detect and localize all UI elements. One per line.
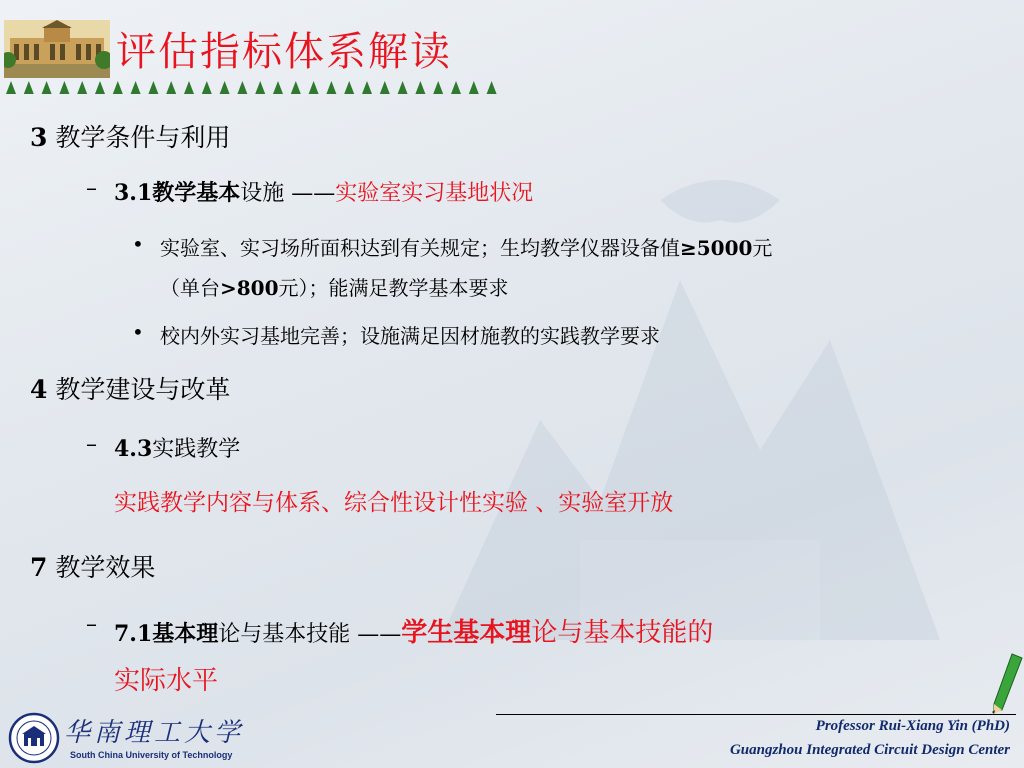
subsection-7-1-highlight: 实际水平 [114, 666, 219, 696]
university-name-cn: 华南理工大学 [64, 718, 245, 748]
section-number: 4 [30, 375, 48, 404]
university-emblem-icon [8, 712, 60, 764]
text-part: （单台 [160, 276, 220, 300]
highlight-text: 论与基本技能的 [531, 618, 714, 648]
section-4-heading [30, 370, 230, 406]
bullet-text: 校内外实习基地完善；设施满足因材施教的实践教学要求 [160, 324, 660, 348]
subsection-text [114, 612, 713, 649]
subsection-number: 7.1 [114, 621, 153, 647]
subsection-normal-text: 论与基本技能 [218, 622, 358, 647]
em-dash: —— [357, 622, 402, 647]
text-number: ≥5000 [680, 236, 753, 260]
subsection-text [114, 176, 533, 207]
subsection-number: 4.3 [114, 436, 153, 462]
bullet-marker: • [132, 232, 144, 256]
section-label: 教学条件与利用 [55, 123, 231, 152]
highlight-text: 实验室实习基地状况 [335, 181, 534, 206]
section-label: 教学建设与改革 [55, 375, 231, 404]
university-building-icon [4, 20, 110, 78]
text-part: 元）；能满足教学基本要求 [278, 276, 509, 300]
section-3-heading [30, 118, 230, 154]
text-number: >800 [220, 276, 279, 300]
section-label: 教学效果 [55, 553, 156, 582]
section-number: 7 [30, 553, 48, 582]
tree-divider [2, 80, 502, 96]
slide-title: 评估指标体系解读 [116, 29, 452, 75]
subsection-bold-text: 基本理 [152, 622, 219, 647]
section-number: 3 [30, 123, 48, 152]
subsection-number: 3.1 [114, 180, 153, 206]
text-part: 元 [752, 236, 773, 260]
bullet-marker: • [132, 320, 144, 344]
dash-marker: – [86, 612, 97, 637]
subsection-4-3-highlight: 实践教学内容与体系、综合性设计性实验 、实验室开放 [114, 490, 674, 516]
subsection-text [114, 432, 240, 463]
bullet-text-line2 [160, 272, 509, 301]
footer-divider [496, 714, 1016, 715]
subsection-bold-text: 教学基本 [152, 181, 241, 206]
footer-center: Guangzhou Integrated Circuit Design Center [729, 742, 1010, 758]
dash-marker: – [86, 432, 97, 457]
dash-marker: – [86, 176, 97, 201]
subsection-label: 实践教学 [152, 437, 241, 462]
footer-author: Professor Rui-Xiang Yin (PhD) [815, 718, 1010, 734]
section-7-heading [30, 548, 155, 584]
em-dash: —— [291, 181, 336, 206]
highlight-bold-text: 学生基本理 [401, 618, 532, 648]
pencil-icon [990, 652, 1024, 716]
subsection-normal-text: 设施 [240, 181, 292, 206]
university-name-en: South China University of Technology [70, 750, 233, 760]
bullet-text-line1 [160, 232, 772, 261]
text-part: 实验室、实习场所面积达到有关规定；生均教学仪器设备值 [160, 236, 680, 260]
